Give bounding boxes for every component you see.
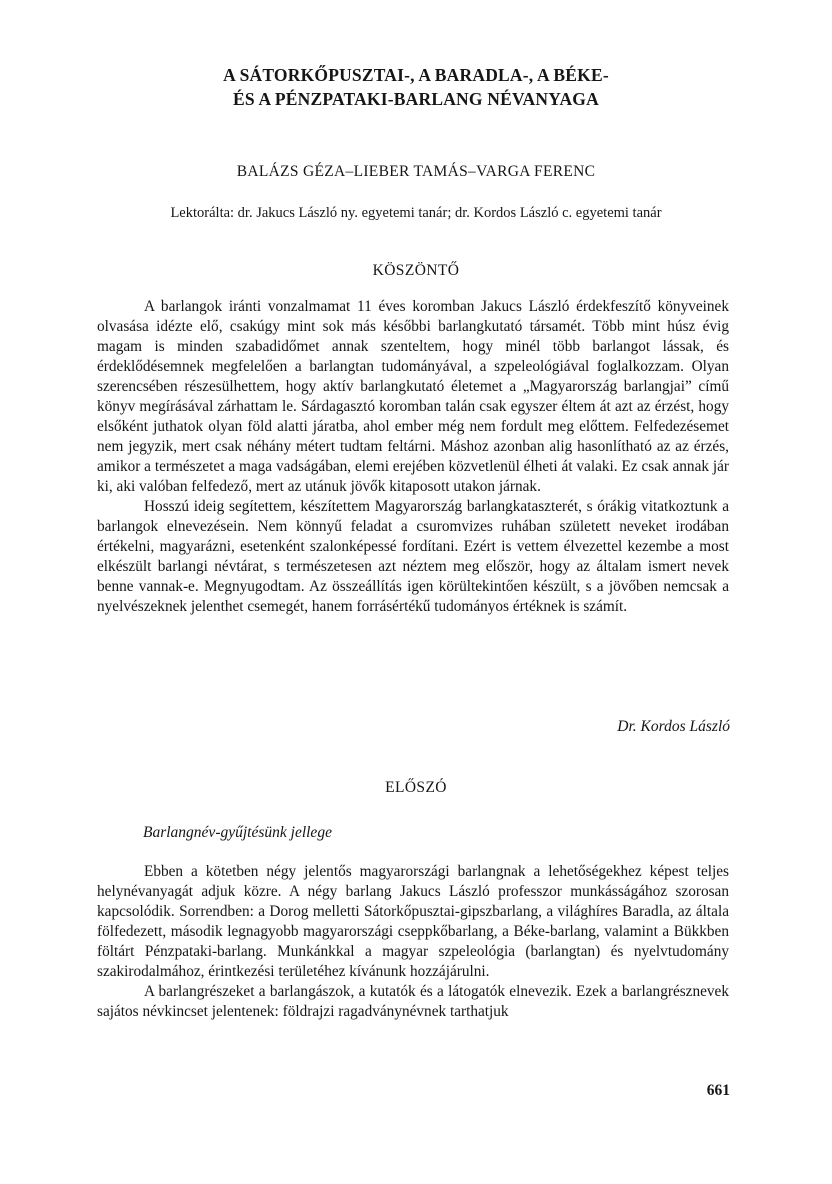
eloszo-subheading: Barlangnév-gyűjtésünk jellege bbox=[143, 824, 332, 841]
koszonto-heading: KÖSZÖNTŐ bbox=[372, 262, 460, 279]
eloszo-heading: ELŐSZÓ bbox=[385, 779, 447, 796]
page-number: 661 bbox=[706, 1082, 730, 1099]
koszonto-text bbox=[97, 297, 729, 617]
koszonto-paragraph-2: Hosszú ideig segítettem, készítettem Magyarország barlangkataszterét, s órákig vitatkoztunk a barlangok elnevezésein. Nem könnyű feladat a csuromvizes ruhában született neveket irodában értékelni, magyarázni, esetenként szalonképessé fordítani. Ezért is vettem élvezettel kezembe a most elkészült barlangi névtárat, s természetesen azt néztem meg először, hogy az általam ismert nevek benne vannak-e. Megnyugodtam. Az összeállítás igen körültekintően készült, s a jövőben nemcsak a nyelvészeknek jelenthet csemegét, hanem forrásértékű tudományos értéknek is számít. bbox=[97, 498, 729, 615]
article-title bbox=[120, 63, 712, 111]
article-title-line-2: ÉS A PÉNZPATAKI-BARLANG NÉVANYAGA bbox=[233, 89, 599, 109]
article-authors: BALÁZS GÉZA–LIEBER TAMÁS–VARGA FERENC bbox=[236, 163, 596, 180]
eloszo-paragraph-1: Ebben a kötetben négy jelentős magyarországi barlangnak a lehetőségekhez képest teljes helynévanyagát adjuk közre. A négy barlang Jakucs László professzor munkásságához szorosan kapcsolódik. Sorrendben: a Dorog melletti Sátorkőpusztai-gipszbarlang, a világhíres Baradla, az általa fölfedezett, második legnagyobb magyarországi cseppkőbarlang, a Béke-barlang, valamint a Bükkben föltárt Pénzpataki-barlang. Munkánkkal a magyar szpeleológia (barlangtan) és nyelvtudomány szakirodalmához, érintkezési területéhez kívánunk hozzájárulni. bbox=[97, 863, 729, 980]
koszonto-signature: Dr. Kordos László bbox=[617, 718, 730, 735]
eloszo-paragraph-2: A barlangrészeket a barlangászok, a kutatók és a látogatók elnevezik. Ezek a barlangrésznevek sajátos névkincset jelentenek: földrajzi ragadványnévnek tarthatjuk bbox=[97, 983, 729, 1020]
eloszo-text bbox=[97, 862, 729, 1022]
article-title-line-1: A SÁTORKŐPUSZTAI-, A BARADLA-, A BÉKE- bbox=[223, 65, 609, 85]
koszonto-paragraph-1: A barlangok iránti vonzalmamat 11 éves koromban Jakucs László érdekfeszítő könyveinek olvasása idézte elő, csakúgy mint sok más későbbi barlangkutató társamét. Több mint húsz évig magam is minden szabadidőmet annak szenteltem, hogy minél több barlangot lássak, és érdeklődésemnek megfelelően a barlangtan tudományával, a szpeleológiával foglalkozzam. Olyan szerencsében részesülhettem, hogy aktív barlangkutató életemet a „Magyarország barlangjai” című könyv megírásával zárhattam le. Sárdagasztó koromban talán csak egyszer éltem át azt az érzést, hogy elsőként juthatok olyan föld alatti járatba, ahol ember még nem fordult meg előttem. Felfedezésemet nem jegyzik, mert csak néhány métert tudtam feltárni. Máshoz azonban alig hasonlítható az az érzés, amikor a természetet a maga vadságában, elemi erejében közvetlenül élheti át valaki. Ez csak annak jár ki, aki valóban felfedező, mert az utánuk jövők kitaposott utakon járnak. bbox=[97, 298, 729, 495]
reviewers-line: Lektorálta: dr. Jakucs László ny. egyetemi tanár; dr. Kordos László c. egyetemi tanár bbox=[170, 205, 662, 221]
